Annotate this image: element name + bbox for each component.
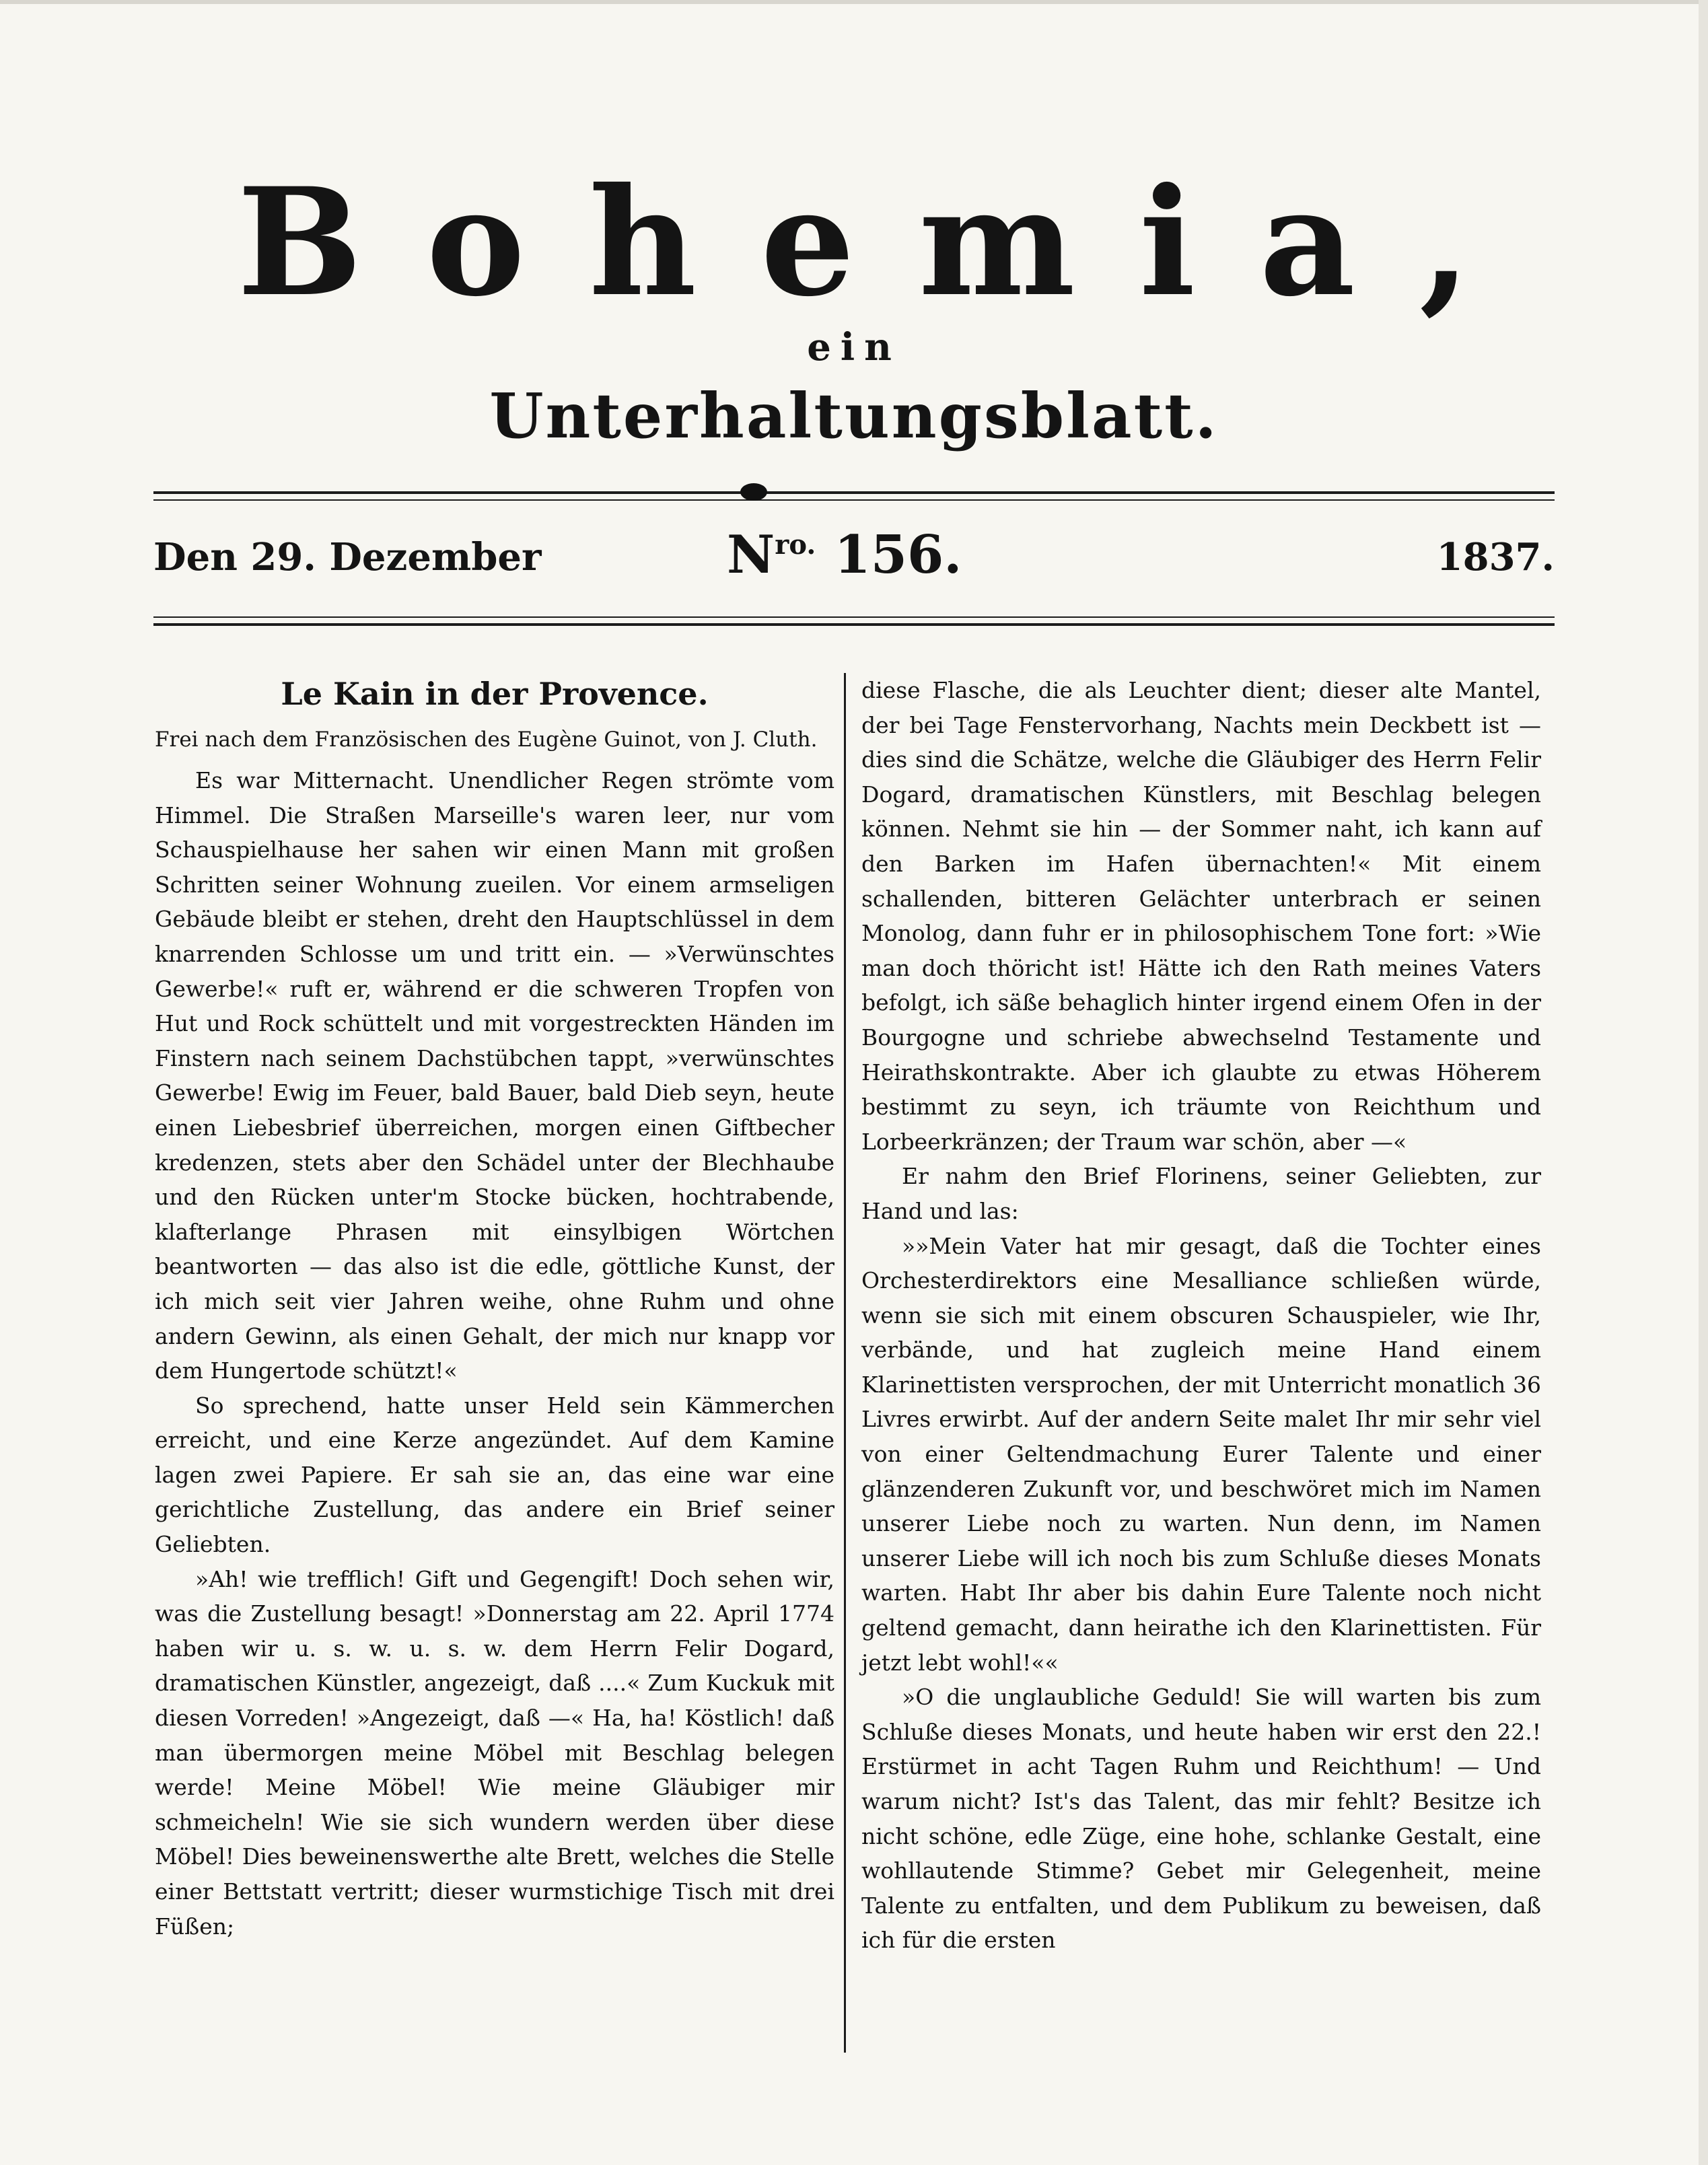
column-left	[155, 673, 834, 1944]
paragraph: diese Flasche, die als Leuchter dient; dieser alte Mantel, der bei Tage Fenstervorhang, Nachts mein Deckbett ist — dies sind die Schätze, welche die Gläubiger des Herrn Felir Dogard, dramatischen Künstlers, mit Beschlag belegen können. Nehmt sie hin — der Sommer naht, ich kann auf den Barken im Hafen übernachten!« Mit einem schallenden, bitteren Gelächter unterbrach er seinen Monolog, dann fuhr er in philosophischem Tone fort: »Wie man doch thöricht ist! Hätte ich den Rath meines Vaters befolgt, ich säße behaglich hinter irgend einem Ofen in der Bourgogne und schriebe abwechselnd Testamente und Heirathskontrakte. Aber ich glaubte zu etwas Höherem bestimmt zu seyn, ich träumte von Reichthum und Lorbeerkränzen; der Traum war schön, aber —«	[861, 677, 1541, 1155]
issue-number-value: 156.	[834, 524, 962, 585]
paragraph: So sprechend, hatte unser Held sein Kämmerchen erreicht, und eine Kerze angezündet. Auf dem Kamine lagen zwei Papiere. Er sah sie an, das eine war eine gerichtliche Zustellung, das andere ein Brief seiner Geliebten.	[155, 1392, 834, 1558]
issue-number	[727, 524, 962, 585]
bottom-rule-thin	[153, 616, 1555, 618]
top-rule	[153, 491, 1555, 494]
rule-ornament	[740, 483, 767, 501]
column-divider	[844, 673, 846, 2053]
masthead-connector: ein	[807, 325, 901, 369]
issue-suffix: ro.	[775, 529, 816, 561]
column-right	[861, 673, 1541, 1958]
paragraph: Er nahm den Brief Florinens, seiner Geliebten, zur Hand und las:	[861, 1163, 1541, 1224]
article-title: Le Kain in der Provence.	[281, 676, 709, 712]
paragraph: »O die unglaubliche Geduld! Sie will warten bis zum Schluße dieses Monats, und heute haben wir erst den 22.! Erstürmet in acht Tagen Ruhm und Reichthum! — Und warum nicht? Ist's das Talent, das mir fehlt? Besitze ich nicht schöne, edle Züge, eine hohe, schlanke Gestalt, eine wohllautende Stimme? Gebet mir Gelegenheit, meine Talente zu entfalten, und dem Publikum zu beweisen, daß ich für die ersten	[861, 1684, 1541, 1954]
issue-date: Den 29. Dezember	[153, 535, 542, 579]
bottom-rule	[153, 623, 1555, 626]
article-byline: Frei nach dem Französischen des Eugène Guinot, von J. Cluth.	[155, 727, 818, 752]
page-top-edge	[0, 0, 1708, 4]
issue-prefix: N	[727, 524, 775, 585]
paragraph: Es war Mitternacht. Unendlicher Regen strömte vom Himmel. Die Straßen Marseille's waren leer, nur vom Schauspielhause her sahen wir einen Mann mit großen Schritten seiner Wohnung zueilen. Vor einem armseligen Gebäude bleibt er stehen, dreht den Hauptschlüssel in dem knarrenden Schlosse um und tritt ein. — »Verwünschtes Gewerbe!« ruft er, während er die schweren Tropfen von Hut und Rock schüttelt und mit vorgestreckten Händen im Finstern nach seinem Dachstübchen tappt, »verwünschtes Gewerbe! Ewig im Feuer, bald Bauer, bald Dieb seyn, heute einen Liebesbrief überreichen, morgen einen Giftbecher kredenzen, stets aber den Schädel unter der Blechhaube und den Rücken unter'm Stocke bücken, hochtrabende, klafterlange Phrasen mit einsylbigen Wörtchen beantworten — das also ist die edle, göttliche Kunst, der ich mich seit vier Jahren weihe, ohne Ruhm und ohne andern Gewinn, als einen Gehalt, der mich nur knapp vor dem Hungertode schützt!«	[155, 767, 834, 1384]
masthead-subtitle: Unterhaltungsblatt.	[489, 380, 1219, 452]
page-right-edge	[1699, 0, 1708, 2165]
issue-year: 1837.	[1436, 535, 1555, 579]
paragraph: »»Mein Vater hat mir gesagt, daß die Tochter eines Orchesterdirektors eine Mesalliance schließen würde, wenn sie sich mit einem obscuren Schauspieler, wie Ihr, verbände, und hat zugleich meine Hand einem Klarinettisten versprochen, der mit Unterricht monatlich 36 Livres erwirbt. Auf der andern Seite malet Ihr mir sehr viel von einer Geltendmachung Eurer Talente und einer glänzenderen Zukunft vor, und beschwöret mich im Namen unserer Liebe noch zu warten. Nun denn, im Namen unserer Liebe will ich noch bis zum Schluße dieses Monats warten. Habt Ihr aber bis dahin Eure Talente noch nicht geltend gemacht, dann heirathe ich den Klarinettisten. Für jetzt lebt wohl!««	[861, 1232, 1541, 1676]
top-rule-thin	[153, 499, 1555, 501]
masthead-title: Bohemia,	[237, 155, 1535, 329]
paragraph: »Ah! wie trefflich! Gift und Gegengift! Doch sehen wir, was die Zustellung besagt! »Donnerstag am 22. April 1774 haben wir u. s. w. u. s. w. dem Herrn Felir Dogard, dramatischen Künstler, angezeigt, daß ....« Zum Kuckuk mit diesen Vorreden! »Angezeigt, daß —« Ha, ha! Köstlich! daß man übermorgen meine Möbel mit Beschlag belegen werde! Meine Möbel! Wie meine Gläubiger mir schmeicheln! Wie sie sich wundern werden über diese Möbel! Dies beweinenswerthe alte Brett, welches die Stelle einer Bettstatt vertritt; dieser wurmstichige Tisch mit drei Füßen;	[155, 1565, 834, 1940]
